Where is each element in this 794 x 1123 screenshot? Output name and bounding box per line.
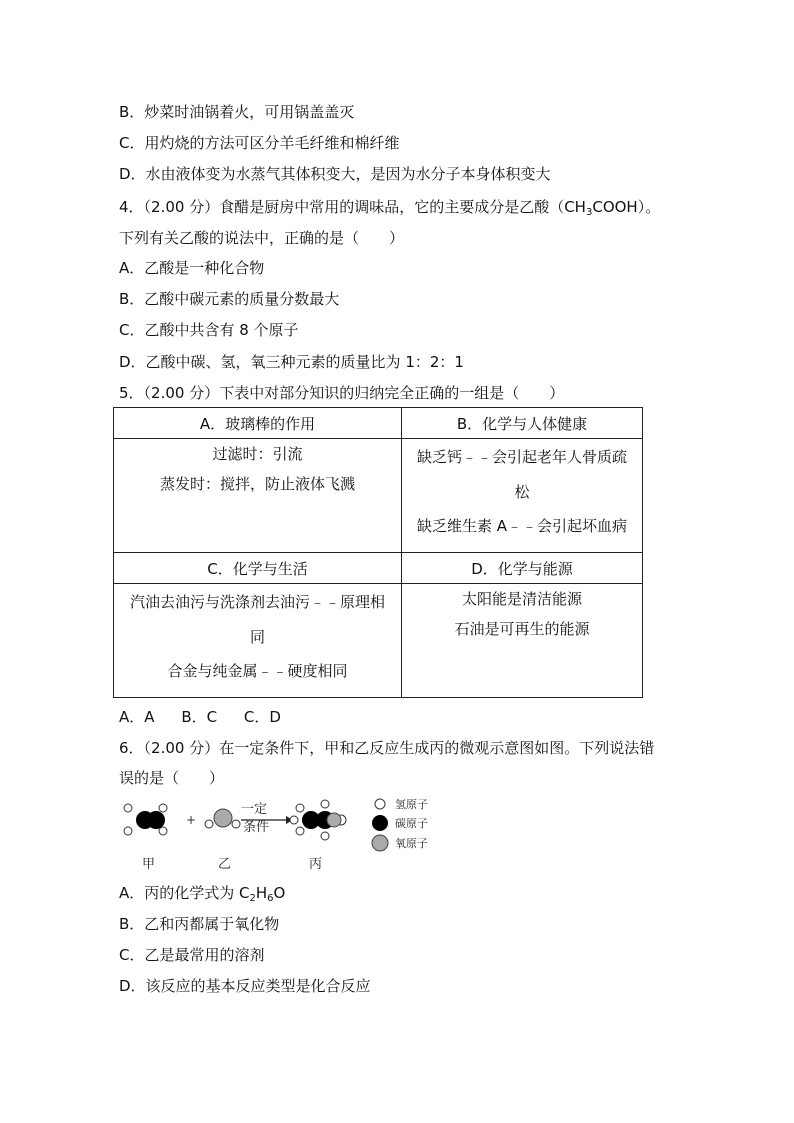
table-cell-a: 过滤时：引流 蒸发时：搅拌，防止液体飞溅: [114, 439, 402, 553]
legend-oxygen-icon: [372, 835, 388, 851]
legend-oxygen-label: 氧原子: [395, 837, 428, 850]
label-jia: 甲: [142, 857, 156, 872]
q6-stem-line1: 6．（2.00 分）在一定条件下，甲和乙反应生成丙的微观示意图如图。下列说法错: [119, 739, 655, 757]
table-cell-c: 汽油去油污与洗涤剂去油污﹣﹣原理相 同 合金与纯金属﹣﹣硬度相同: [114, 584, 402, 698]
table-cell-b: 缺乏钙﹣﹣会引起老年人骨质疏 松 缺乏维生素 A﹣﹣会引起坏血病: [402, 439, 643, 553]
molecule-bing: [290, 800, 346, 840]
q5-option-a: A．A: [119, 708, 155, 726]
q6-stem-line2: 误的是（ ）: [119, 769, 225, 787]
legend-hydrogen-icon: [375, 799, 385, 809]
plus-sign: +: [186, 813, 197, 827]
q4-option-a: A．乙酸是一种化合物: [119, 259, 265, 277]
q3-option-d: D．水由液体变为水蒸气其体积变大，是因为水分子本身体积变大: [119, 165, 551, 183]
q4-option-c: C．乙酸中共含有 8 个原子: [119, 321, 299, 339]
table-head-d: D．化学与能源: [402, 553, 643, 584]
table-head-a: A．玻璃棒的作用: [114, 408, 402, 439]
reaction-arrow: [241, 802, 293, 835]
legend: [372, 797, 428, 851]
q3-option-b: B．炒菜时油锅着火，可用锅盖盖灭: [119, 103, 355, 121]
q4-stem-line2: 下列有关乙酸的说法中，正确的是（ ）: [119, 229, 405, 247]
q3-option-c: C．用灼烧的方法可区分羊毛纤维和棉纤维: [119, 134, 400, 152]
table-cell-d: 太阳能是清洁能源 石油是可再生的能源: [402, 584, 643, 698]
q5-options: [119, 707, 303, 727]
molecule-yi: [205, 809, 240, 828]
label-yi: 乙: [218, 857, 232, 872]
legend-carbon-label: 碳原子: [395, 817, 428, 830]
q6-option-a: A．丙的化学式为 $C_2H_6O$: [119, 884, 286, 904]
table-head-c: C．化学与生活: [114, 553, 402, 584]
condition-bottom: 条件: [243, 820, 270, 835]
q5-stem: 5．（2.00 分）下表中对部分知识的归纳完全正确的一组是（ ）: [119, 384, 565, 402]
q6-option-c: C．乙是最常用的溶剂: [119, 946, 265, 964]
q4-option-b: B．乙酸中碳元素的质量分数最大: [119, 290, 340, 308]
legend-carbon-icon: [372, 815, 388, 831]
label-bing: 丙: [309, 857, 323, 872]
table-head-b: B．化学与人体健康: [402, 408, 643, 439]
q5-option-b: B．C: [181, 708, 218, 726]
q6-option-d: D．该反应的基本反应类型是化合反应: [119, 977, 371, 995]
q6-option-b: B．乙和丙都属于氧化物: [119, 915, 280, 933]
legend-hydrogen-label: 氢原子: [395, 798, 428, 811]
q4-stem-line1: 4．（2.00 分）食醋是厨房中常用的调味品，它的主要成分是乙酸$(CH_3COOH)$。: [119, 198, 661, 218]
reaction-diagram: [118, 796, 438, 876]
condition-top: 一定: [241, 802, 268, 817]
q4-option-d: D．乙酸中碳、氢，氧三种元素的质量比为 1：2：1: [119, 353, 464, 371]
molecule-jia: [124, 804, 167, 835]
knowledge-table: [113, 407, 643, 698]
q5-option-c: C．D: [243, 708, 281, 726]
